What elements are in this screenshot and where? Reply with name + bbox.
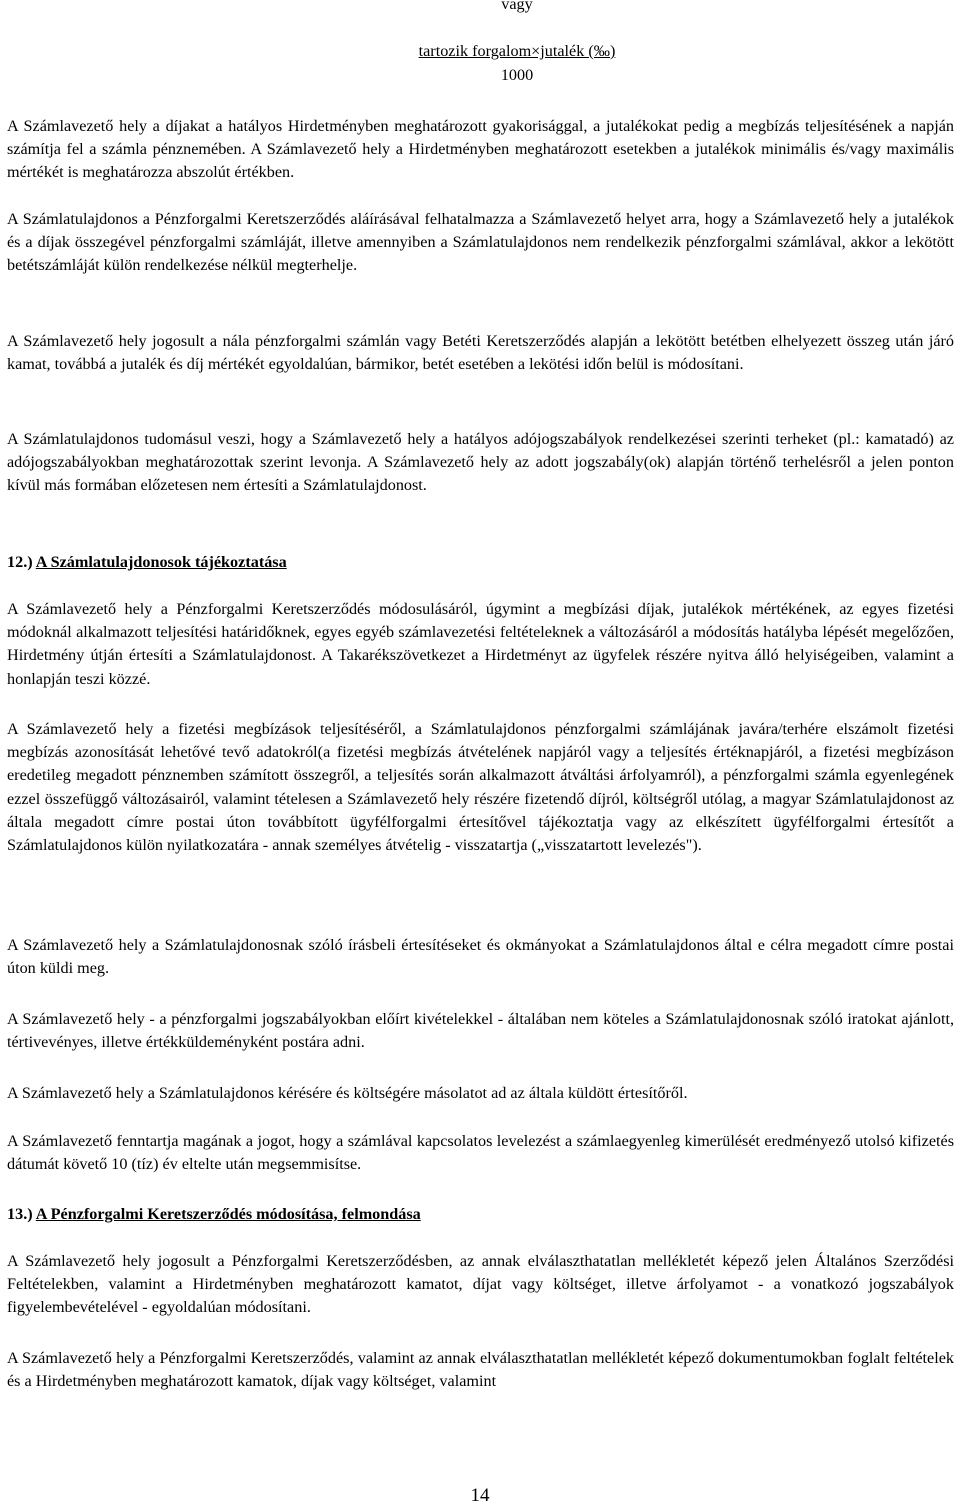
section-13-paragraph: A Számlavezető hely jogosult a Pénzforgalmi Keretszerződésben, az annak elválaszthatatlan mellékletét képező jelen Általános Szerződési Feltételekben, valamint a Hirdetményben meghatározott kamatot, díjat vagy költséget, illetve árfolyamot - a vonatkozó jogszabályok figyelembevételével - egyoldalúan módosítani. (7, 1252, 954, 1317)
paragraph-tax: A Számlatulajdonos tudomásul veszi, hogy a Számlavezető hely a hatályos adójogszabályok rendelkezései szerinti terheket (pl.: kamatadó) az adójogszabályokban meghatározottak szerint levonja. A Számlavezető hely az adott jogszabály(ok) alapján történő terhelésről a jelen ponton kívül más formában előzetesen nem értesíti a Számlatulajdonost. (7, 430, 954, 495)
section-12-paragraph: A Számlavezető hely - a pénzforgalmi jogszabályokban előírt kivételekkel - általában nem köteles a Számlatulajdonosnak szóló iratokat ajánlott, tértivevényes, illetve értékküldeményként postára adni. (7, 1010, 954, 1052)
section-13-title: A Pénzforgalmi Keretszerződés módosítása, felmondása (35, 1205, 421, 1223)
formula-numerator: tartozik forgalom×jutalék (‰) (418, 42, 616, 60)
section-13-heading (7, 1203, 421, 1226)
page-number: 14 (470, 1485, 490, 1506)
paragraph-fees: A Számlavezető hely a díjakat a hatályos Hirdetményben meghatározott gyakorisággal, a jutalékokat pedig a megbízás teljesítésének a napján számítja fel a számla pénznemében. A Számlavezető hely a Hirdetményben meghatározott esetekben a jutalékok minimális és/vagy maximális mértékét is meghatározza abszolút értékben. (7, 117, 954, 182)
section-12-title: A Számlatulajdonosok tájékoztatása (35, 553, 287, 571)
paragraph-interest-change: A Számlavezető hely jogosult a nála pénzforgalmi számlán vagy Betéti Keretszerződés alapján a lekötött betétben elhelyezett összeg után járó kamat, továbbá a jutalék és díj mértékét egyoldalúan, bármikor, betét esetében a lekötési időn belül is módosítani. (7, 332, 954, 374)
section-12-heading (7, 551, 287, 574)
section-12-paragraph: A Számlavezető hely a Pénzforgalmi Keretszerződés módosulásáról, úgymint a megbízási díjak, jutalékok mértékének, az egyes fizetési módoknál alkalmazott teljesítési határidőknek, egyes egyéb számlavezetési feltételeknek a változásáról a módosítás hatályba lépését megelőzően, Hirdetmény útján értesíti a Számlatulajdonost. A Takarékszövetkezet a Hirdetményt az ügyfelek részére nyitva álló helyiségeiben, valamint a honlapján teszi közzé. (7, 600, 954, 688)
section-13-paragraph: A Számlavezető hely a Pénzforgalmi Keretszerződés, valamint az annak elválaszthatatlan mellékletét képező dokumentumokban foglalt feltételek és a Hirdetményben meghatározott kamatok, díjak vagy költséget, valamint (7, 1349, 954, 1391)
paragraph-authorization: A Számlatulajdonos a Pénzforgalmi Keretszerződés aláírásával felhatalmazza a Számlavezető helyet arra, hogy a Számlavezető hely a jutalékok és a díjak összegével pénzforgalmi számláját, illetve amennyiben a Számlatulajdonos nem rendelkezik pénzforgalmi számlával, akkor a lekötött betétszámláját külön rendelkezése nélkül megterhelje. (7, 210, 954, 275)
formula-or-label: vagy (501, 0, 533, 13)
section-12-paragraph: A Számlavezető hely a Számlatulajdonosnak szóló írásbeli értesítéseket és okmányokat a Számlatulajdonos által e célra megadott címre postai úton küldi meg. (7, 936, 954, 978)
section-12-number: 12.) (7, 553, 33, 571)
formula-denominator: 1000 (500, 66, 534, 84)
section-12-paragraph: A Számlavezető fenntartja magának a jogot, hogy a számlával kapcsolatos levelezést a számlaegyenleg kimerülését eredményező utolsó kifizetés dátumát követő 10 (tíz) év eltelte után megsemmisítse. (7, 1132, 954, 1174)
section-12-paragraph: A Számlavezető hely a Számlatulajdonos kérésére és költségére másolatot ad az általa küldött értesítőről. (7, 1084, 688, 1102)
section-12-paragraph: A Számlavezető hely a fizetési megbízások teljesítéséről, a Számlatulajdonos pénzforgalmi számlájának javára/terhére elszámolt fizetési megbízás azonosítását lehetővé tevő adatokról(a fizetési megbízás átvételének napjáról vagy a teljesítés értéknapjáról, a fizetési megbízáson eredetileg megadott pénznemben számított összegről, a teljesítés során alkalmazott átváltási árfolyamról), a pénzforgalmi számla egyenlegének ezzel összefüggő változásairól, valamint tételesen a Számlavezető hely részére fizetendő díjról, költségről utólag, a magyar Számlatulajdonost az általa megadott címre postai úton továbbított ügyfélforgalmi értesítővel tájékoztatja vagy az elkészített ügyfélforgalmi értesítőt a Számlatulajdonos külön nyilatkozatára - annak személyes átvételig - visszatartja („visszatartott levelezés"). (7, 720, 954, 855)
section-13-number: 13.) (7, 1205, 33, 1223)
